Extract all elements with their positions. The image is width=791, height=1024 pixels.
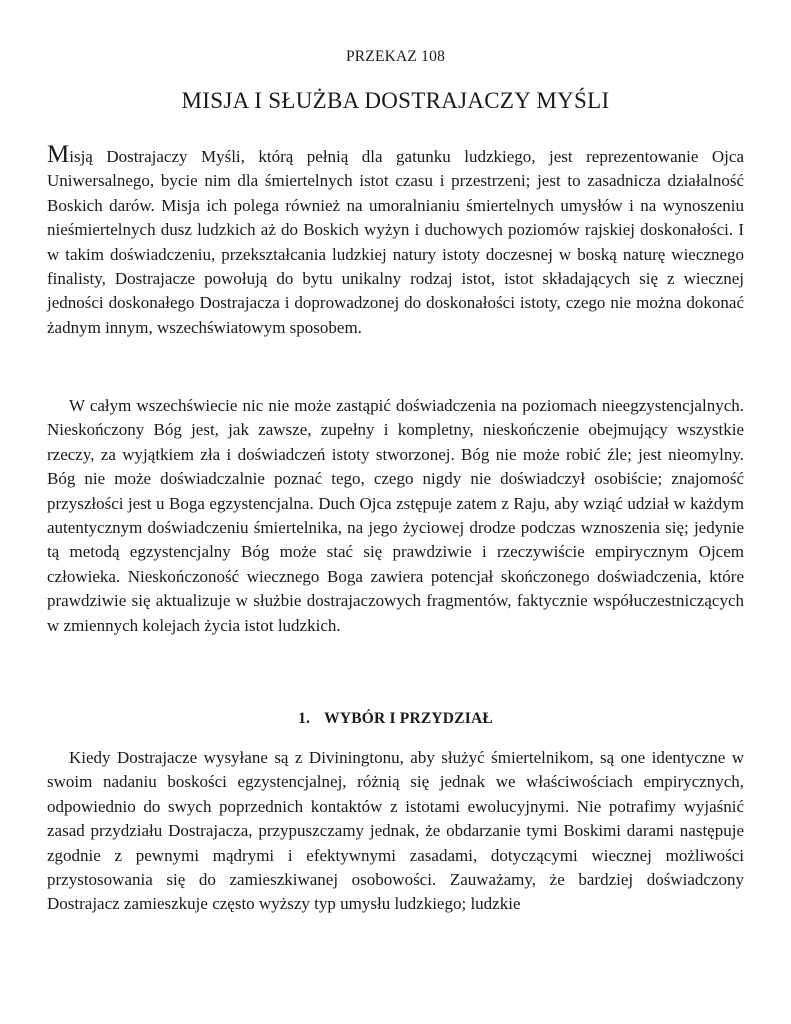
section-number: 1.: [298, 710, 311, 727]
drop-cap: M: [47, 141, 70, 168]
section-1-paragraph-1: Kiedy Dostrajacze wysyłane są z Diviningtonu, aby służyć śmiertelnikom, są one identyczne w swoim nadaniu boskości egzystencjalnej, różnią się jednak we właściwościach empirycznych, odpowiednio do swych poprzednich kontaktów z istotami ewolucyjnymi. Nie potrafimy wyjaśnić zasad przydziału Dostrajacza, przypuszczamy jednak, że obdarzanie tymi Boskimi darami następuje zgodnie z pewnymi mądrymi i efektywnymi zasadami, dotyczącymi wiecznej możliwości przystosowania się do zamieszkiwanej osobowości. Zauważamy, że bardziej doświadczony Dostrajacz zamieszkuje często wyższy typ umysłu ludzkiego; ludzkie: [47, 748, 744, 914]
paper-number: PRZEKAZ 108: [345, 48, 446, 65]
section-title: WYBÓR I PRZYDZIAŁ: [324, 710, 493, 727]
section-heading: [47, 710, 744, 728]
paper-title: MISJA I SŁUŻBA DOSTRAJACZY MYŚLI: [181, 88, 610, 113]
intro-paragraph-2: W całym wszechświecie nic nie może zastąpić doświadczenia na poziomach nieegzystencjalnych. Nieskończony Bóg jest, jak zawsze, zupełny i kompletny, nieskończenie obejmujący wszystkie rzeczy, za wyjątkiem zła i doświadczeń istoty stworzonej. Bóg nie może robić źle; jest nieomylny. Bóg nie może doświadczalnie poznać tego, czego nigdy nie doświadczył osobiście; znajomość przyszłości jest u Boga egzystencjalna. Duch Ojca zstępuje zatem z Raju, aby wziąć udział w każdym autentycznym doświadczeniu śmiertelnika, na jego życiowej drodze podczas wznoszenia się; jedynie tą metodą egzystencjalny Bóg może stać się prawdziwie i rzeczywiście empirycznym Ojcem człowieka. Nieskończoność wiecznego Boga zawiera potencjał skończonego doświadczenia, które prawdziwie się aktualizuje w służbie dostrajaczowych fragmentów, faktycznie współuczestniczących w zmiennych kolejach życia istot ludzkich.: [47, 396, 744, 635]
intro-paragraph-1: [47, 141, 744, 340]
intro-paragraph-1-text: isją Dostrajaczy Myśli, którą pełnią dla gatunku ludzkiego, jest reprezentowanie Ojca Uniwersalnego, bycie nim dla śmiertelnych istot czasu i przestrzeni; jest to zasadnicza działalność Boskich darów. Misja ich polega również na umoralnianiu śmiertelnych umysłów i na wynoszeniu nieśmiertelnych dusz ludzkich aż do Boskich wyżyn i duchowych poziomów rajskiej doskonałości. I w takim doświadczeniu, przekształcania ludzkiej natury istoty doczesnej w boską naturę wiecznego finalisty, Dostrajacze powołują do bytu unikalny rodzaj istot, istot składających się z wiecznej jedności doskonałego Dostrajacza i doprowadzonej do doskonałości istoty, czego nie można dokonać żadnym innym, wszechświatowym sposobem.: [47, 147, 744, 337]
